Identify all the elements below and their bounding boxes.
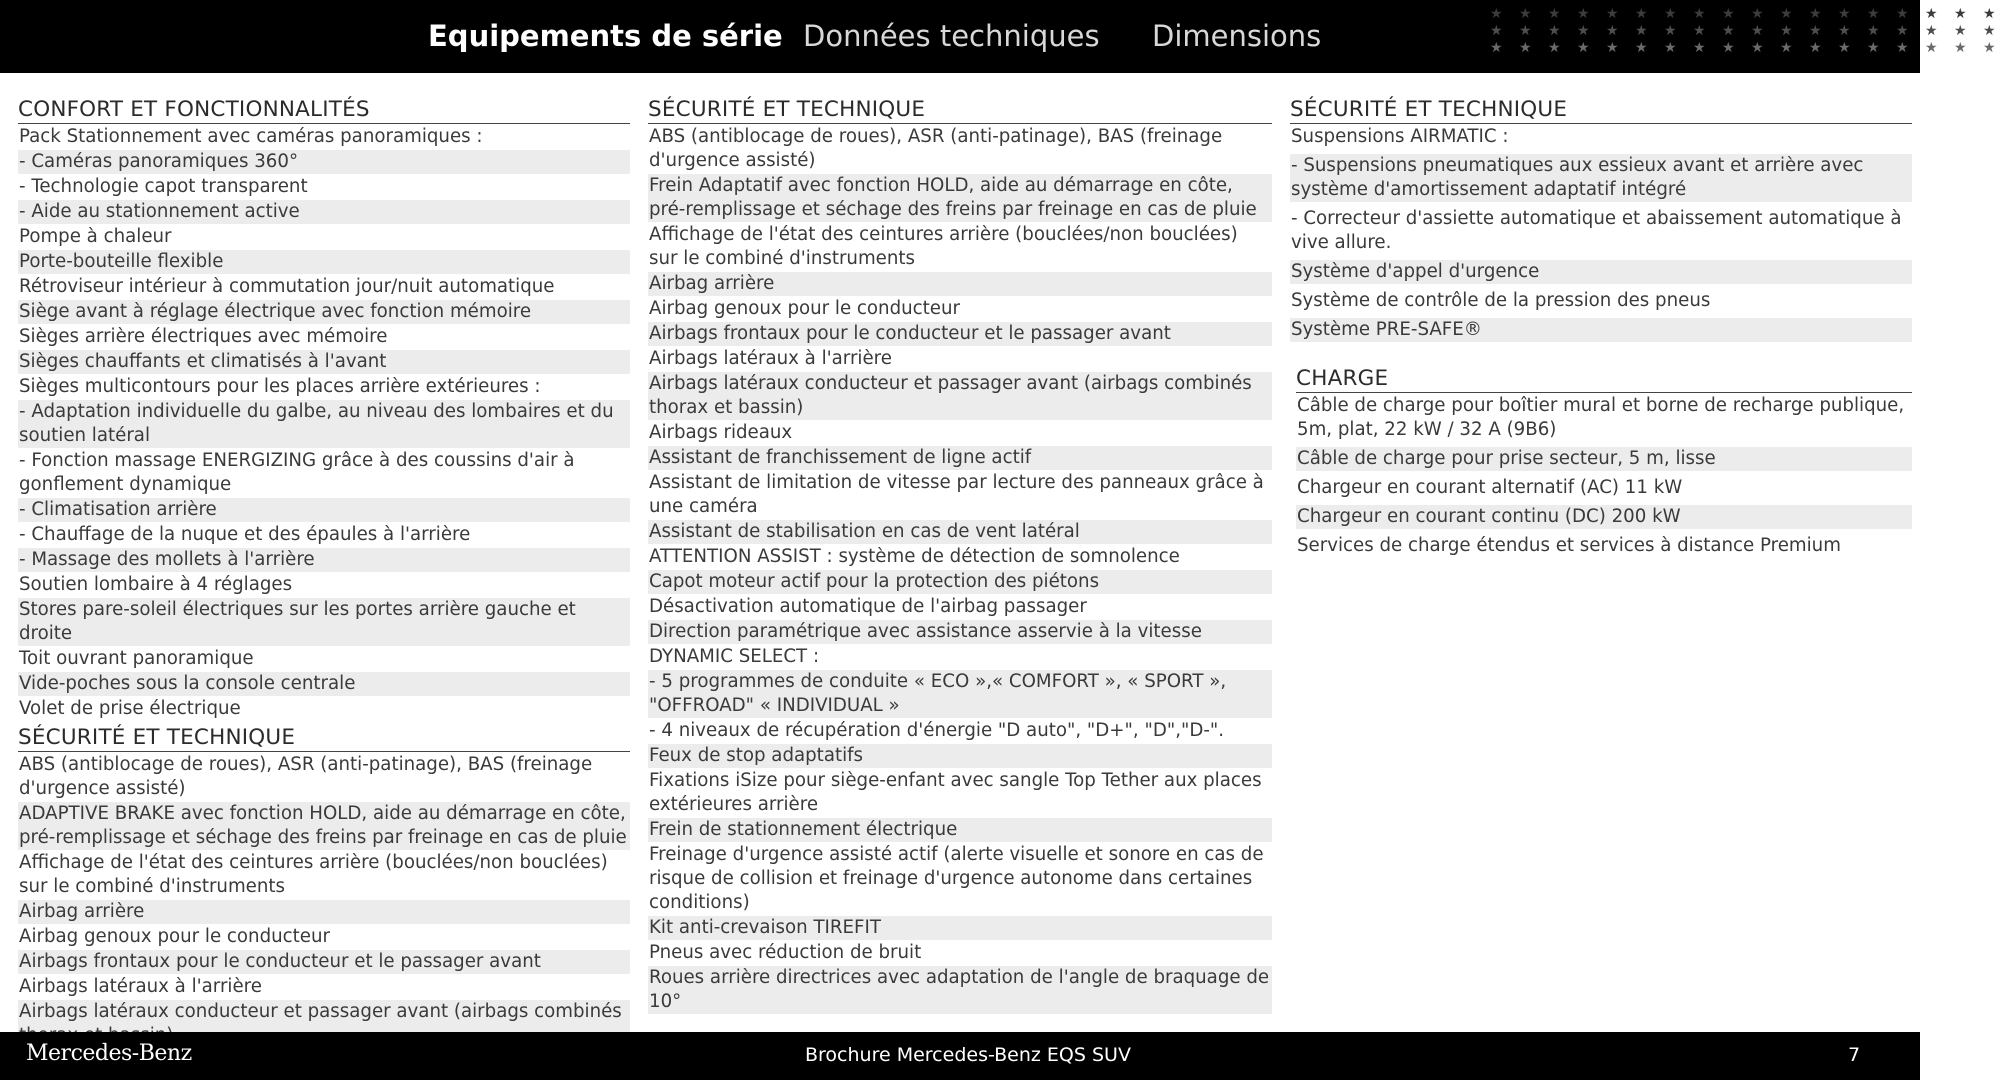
column-3 <box>1290 97 1912 563</box>
list-item: - Suspensions pneumatiques aux essieux avant et arrière avec système d'amortissement adaptatif intégré <box>1290 154 1912 202</box>
list-item: Airbag arrière <box>18 900 630 924</box>
list-item: Direction paramétrique avec assistance asservie à la vitesse <box>648 620 1272 644</box>
list-item: Frein Adaptatif avec fonction HOLD, aide au démarrage en côte, pré-remplissage et séchage des freins par freinage en cas de pluie <box>648 174 1272 222</box>
list-item: - Climatisation arrière <box>18 498 630 522</box>
list-item: Affichage de l'état des ceintures arrière (bouclées/non bouclées) sur le combiné d'instruments <box>19 852 608 897</box>
list-item: Roues arrière directrices avec adaptation de l'angle de braquage de 10° <box>648 966 1272 1014</box>
list-item: Airbag arrière <box>648 272 1272 296</box>
list-item: Airbags latéraux conducteur et passager avant (airbags combinés thorax et bassin) <box>648 372 1272 420</box>
star-pattern-decoration: ★ ★ ★ ★ ★ ★ ★ ★ ★ ★ ★ ★ ★ ★ ★ ★ ★ ★ ★ ★ ★ ★ ★ ★ ★ ★ ★ ★ ★ ★ ★ ★ ★ ★ ★ ★ ★ ★ ★ ★ ★ ★ ★ ★ ★ ★ ★ ★ ★ ★ ★ ★ ★ ★ <box>1490 6 2002 56</box>
list-item: Affichage de l'état des ceintures arrière (bouclées/non bouclées) sur le combiné d'instruments <box>649 224 1238 269</box>
footer-bar <box>0 1032 1920 1080</box>
list-item: Feux de stop adaptatifs <box>648 744 1272 768</box>
list-item: Volet de prise électrique <box>19 698 241 719</box>
list-item: Sièges arrière électriques avec mémoire <box>19 326 388 347</box>
tab-equipements-de-serie[interactable]: Equipements de série <box>428 19 783 53</box>
list-item: Capot moteur actif pour la protection des piétons <box>648 570 1272 594</box>
list-item: Pneus avec réduction de bruit <box>649 942 922 963</box>
list-item: Airbags latéraux à l'arrière <box>19 976 262 997</box>
list-item: Airbags rideaux <box>649 422 793 443</box>
list-item: Système d'appel d'urgence <box>1290 260 1912 284</box>
section-securite-technique <box>648 97 1272 1014</box>
section-title: SÉCURITÉ ET TECHNIQUE <box>648 97 1272 124</box>
list-item: - Caméras panoramiques 360° <box>18 150 630 174</box>
section-title: CONFORT ET FONCTIONNALITÉS <box>18 97 630 124</box>
list-item: - Fonction massage ENERGIZING grâce à des coussins d'air à gonflement dynamique <box>19 450 575 495</box>
list-item: Services de charge étendus et services à distance Premium <box>1297 535 1841 556</box>
list-item: Airbag genoux pour le conducteur <box>19 926 330 947</box>
list-item: Assistant de stabilisation en cas de vent latéral <box>648 520 1272 544</box>
section-title: CHARGE <box>1296 366 1912 393</box>
list-item: Airbag genoux pour le conducteur <box>649 298 960 319</box>
equipment-list <box>1296 394 1912 558</box>
equipment-list <box>1290 125 1912 342</box>
list-item: Airbags latéraux à l'arrière <box>649 348 892 369</box>
list-item: Airbags latéraux conducteur et passager avant (airbags combinés <box>18 1000 630 1048</box>
list-item: Siège avant à réglage électrique avec fonction mémoire <box>18 300 630 324</box>
list-item: Sièges chauffants et climatisés à l'avant <box>18 350 630 374</box>
column-2 <box>648 97 1272 1015</box>
list-item: Porte-bouteille flexible <box>18 250 630 274</box>
list-item: Rétroviseur intérieur à commutation jour/nuit automatique <box>19 276 555 297</box>
list-item: Système PRE-SAFE® <box>1290 318 1912 342</box>
section-title: SÉCURITÉ ET TECHNIQUE <box>1290 97 1912 124</box>
list-item: ABS (antiblocage de roues), ASR (anti-patinage), BAS (freinage d'urgence assisté) <box>649 126 1223 171</box>
brand-logo-text: Mercedes-Benz <box>26 1041 192 1066</box>
list-item: Désactivation automatique de l'airbag passager <box>649 596 1087 617</box>
equipment-list <box>648 125 1272 1014</box>
list-item: Câble de charge pour boîtier mural et borne de recharge publique, 5m, plat, 22 kW / 32 A (9B6) <box>1297 395 1905 440</box>
section-charge <box>1296 366 1912 558</box>
list-item: Chargeur en courant alternatif (AC) 11 kW <box>1297 477 1683 498</box>
list-item: Assistant de limitation de vitesse par lecture des panneaux grâce à une caméra <box>649 472 1264 517</box>
list-item: Sièges multicontours pour les places arrière extérieures : <box>19 376 541 397</box>
list-item: DYNAMIC SELECT : <box>649 646 820 667</box>
tab-dimensions[interactable]: Dimensions <box>1152 19 1322 53</box>
list-item: - Chauffage de la nuque et des épaules à l'arrière <box>19 524 471 545</box>
list-item: Airbags frontaux pour le conducteur et le passager avant <box>648 322 1272 346</box>
list-item: ABS (antiblocage de roues), ASR (anti-patinage), BAS (freinage d'urgence assisté) <box>19 754 593 799</box>
list-item: - Massage des mollets à l'arrière <box>18 548 630 572</box>
equipment-list <box>18 125 630 721</box>
list-item: - Aide au stationnement active <box>18 200 630 224</box>
list-item: Kit anti-crevaison TIREFIT <box>648 916 1272 940</box>
tab-donnees-techniques[interactable]: Données techniques <box>803 19 1100 53</box>
list-item: Frein de stationnement électrique <box>648 818 1272 842</box>
list-item: ADAPTIVE BRAKE avec fonction HOLD, aide au démarrage en côte, pré-remplissage et séchage des freins par freinage en cas de pluie <box>18 802 630 850</box>
list-item: Pack Stationnement avec caméras panoramiques : <box>19 126 483 147</box>
list-item: - Adaptation individuelle du galbe, au niveau des lombaires et du soutien latéral <box>18 400 630 448</box>
list-item: Airbags frontaux pour le conducteur et le passager avant <box>18 950 630 974</box>
list-item: Pompe à chaleur <box>19 226 172 247</box>
section-securite-technique <box>1290 97 1912 342</box>
section-confort <box>18 97 630 721</box>
top-navigation-bar <box>0 0 2002 73</box>
list-item: - Technologie capot transparent <box>19 176 308 197</box>
section-securite-technique <box>18 725 630 1048</box>
section-title: SÉCURITÉ ET TECHNIQUE <box>18 725 630 752</box>
list-item: Vide-poches sous la console centrale <box>18 672 630 696</box>
list-item: Suspensions AIRMATIC : <box>1291 126 1509 147</box>
list-item: Freinage d'urgence assisté actif (alerte visuelle et sonore en cas de risque de collision et freinage d'urgence autonome dans certaines conditions) <box>649 844 1264 913</box>
list-item: Stores pare-soleil électriques sur les portes arrière gauche et droite <box>18 598 630 646</box>
list-item: - 5 programmes de conduite « ECO »,« COMFORT », « SPORT », "OFFROAD" « INDIVIDUAL » <box>648 670 1272 718</box>
list-item: Soutien lombaire à 4 réglages <box>19 574 293 595</box>
page-number: 7 <box>1848 1044 1861 1066</box>
list-item: Système de contrôle de la pression des pneus <box>1291 290 1711 311</box>
list-item: ATTENTION ASSIST : système de détection de somnolence <box>649 546 1180 567</box>
list-item: - 4 niveaux de récupération d'énergie "D auto", "D+", "D","D-". <box>649 720 1225 741</box>
column-1 <box>18 97 630 1049</box>
list-item: Chargeur en courant continu (DC) 200 kW <box>1296 505 1912 529</box>
list-item: Fixations iSize pour siège-enfant avec sangle Top Tether aux places extérieures arrière <box>649 770 1262 815</box>
list-item: Assistant de franchissement de ligne actif <box>648 446 1272 470</box>
list-item: - Correcteur d'assiette automatique et abaissement automatique à vive allure. <box>1291 208 1902 253</box>
list-item: Câble de charge pour prise secteur, 5 m, lisse <box>1296 447 1912 471</box>
brochure-title: Brochure Mercedes-Benz EQS SUV <box>805 1044 1131 1066</box>
list-item: Toit ouvrant panoramique <box>19 648 254 669</box>
equipment-list <box>18 753 630 1048</box>
